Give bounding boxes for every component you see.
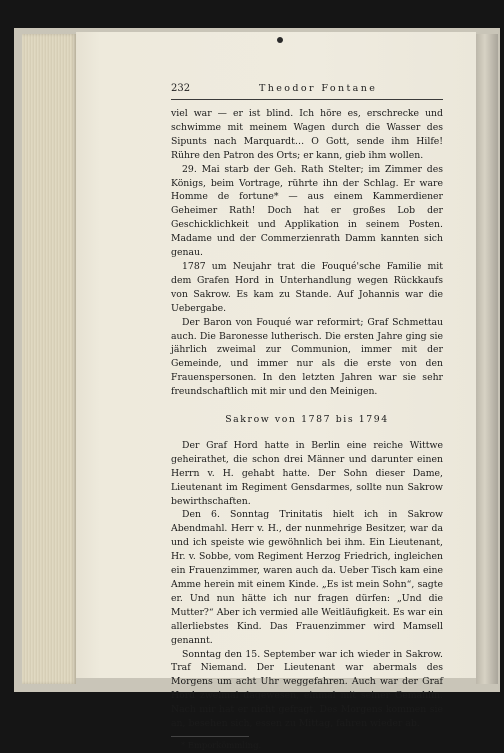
page-edges (22, 34, 76, 684)
paragraph: Der Graf Hord hatte in Berlin eine reiche Wittwe geheirathet, die schon drei Männer und darunter einen Herrn v. H. gehabt hatte. Der Sohn dieser Dame, Lieutenant im Regiment Gensdarmes, sollte nun Sakrow bewirthschaften. (171, 439, 443, 507)
paragraph: 1787 um Neujahr trat die Fouqué'sche Familie mit dem Grafen Hord in Unterhandlung wegen Rückkaufs von Sakrow. Es kam zu Stande. Auf Johannis war die Uebergabe. (171, 260, 443, 314)
footnote-rule (171, 736, 249, 737)
section-heading: Sakrow von 1787 bis 1794 (225, 414, 389, 426)
paragraph: Den 6. Sonntag Trinitatis hielt ich in Sakrow Abendmahl. Herr v. H., der nunmehrige Besitzer, war da und ich speiste wie gewöhnlich bei ihm. Ein Lieutenant, Hr. v. Sobbe, vom Regiment Herzog Friedrich, ingleichen ein Frauenzimmer, waren auch da. Ueber Tisch kam eine Amme herein mit einem Kinde. „Es ist mein Sohn“, sagte er. Und nun hätte ich nur fragen dürfen: „Und die Mutter?“ Aber ich vermied alle Weitläufigkeit. Es war ein allerliebstes Kind. Das Frauenzimmer wird Mamsell genannt. (171, 509, 443, 646)
paragraph: Der Baron von Fouqué war reformirt; Graf Schmettau auch. Die Baronesse lutherisch. Die ersten Jahre ging sie jährlich zweimal zur Communion, immer mit der Gemeinde, und immer nur als die erste von den Frauenspersonen. In den letzten Jahren war sie sehr freundschaftlich mit mir und den Meinigen. (171, 316, 443, 398)
paragraph: viel war — er ist blind. Ich höre es, erschrecke und schwimme mit meinem Wagen durch die Wasser des Sipunts nach Marquardt… O Gott, sende ihm Hilfe! Rühre den Patron des Orts; er kann, gieb ihm wollen. (171, 108, 443, 161)
running-head: Theodor Fontane (259, 83, 378, 94)
book-right-edge (476, 34, 498, 684)
paragraph: Sonntag den 15. September war ich wieder in Sakrow. Traf Niemand. Der Lieutenant war abermals des Morgens um acht Uhr weggefahren. Auch war der Graf Hord zweimal dagewesen, einmal mit seiner Gemahlin. Nach mir hat er nicht gefragt. Des Morgens kommen sie an, besehen sich, essen zu Mittag, fahren wieder ab. (171, 648, 443, 730)
page-number: 232 (171, 83, 191, 94)
page-body (171, 107, 443, 753)
binding-clip-icon (277, 37, 283, 43)
paragraph: 29. Mai starb der Geh. Rath Stelter; im Zimmer des Königs, beim Vortrage, rührte ihn der Schlag. Er ware Homme de fortune* — aus einem Kammerdiener Geheimer Rath! Doch hat er großes Lob der Geschicklichkeit und Applikation in seinem Posten. Madame und der Commerzienrath Damm kannten sich genau. (171, 163, 443, 259)
footnote: * Emporkömmling. (181, 739, 262, 750)
page-header (171, 81, 443, 100)
